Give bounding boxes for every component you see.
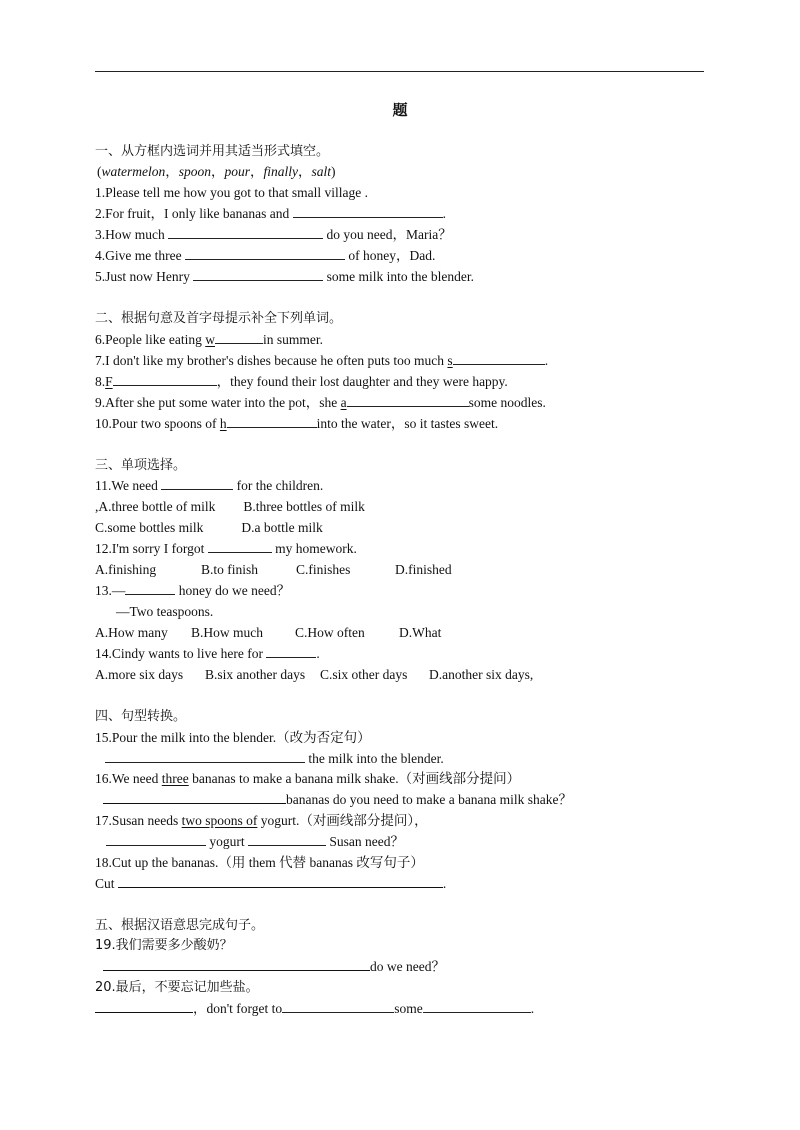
q13-options	[95, 624, 441, 642]
section-1-heading: 一、从方框内选词并用其适当形式填空。	[95, 144, 330, 159]
answer-blank[interactable]	[453, 353, 545, 365]
option-a[interactable]: A.finishing	[95, 562, 157, 577]
initial-letter-hint: h	[219, 416, 227, 431]
question-text: 3.How much	[95, 227, 169, 242]
section-2-heading: 二、根据句意及首字母提示补全下列单词。	[95, 311, 343, 326]
answer-blank[interactable]	[161, 478, 233, 490]
answer-blank[interactable]	[95, 1001, 193, 1013]
question-text: 11.We need	[95, 478, 162, 493]
question-10	[95, 415, 498, 433]
question-text: .	[442, 876, 447, 891]
paren-open: (	[97, 164, 102, 179]
question-text: .	[442, 206, 446, 221]
option-a[interactable]: ,A.three bottle of milk	[95, 499, 216, 514]
word-option: spoon	[178, 164, 212, 179]
question-18: 18.Cut up the bananas.（用 them 代替 bananas 改写句子）	[95, 855, 424, 870]
answer-blank[interactable]	[215, 332, 263, 344]
answer-blank[interactable]	[282, 1001, 394, 1013]
q19-answer-line	[103, 958, 445, 976]
question-text: 12.I'm sorry I forgot	[95, 541, 208, 556]
option-d[interactable]: D.What	[399, 625, 442, 640]
q11-options-row-1	[95, 498, 365, 516]
question-text: bananas do you need to make a banana milk shake？	[286, 792, 573, 807]
question-text: some noodles.	[468, 395, 546, 410]
question-7	[95, 352, 548, 370]
question-11	[95, 477, 323, 495]
question-text: Susan need？	[326, 834, 404, 849]
option-c[interactable]: C.six other days	[320, 667, 408, 682]
question-text: 10.Pour two spoons of	[95, 416, 220, 431]
answer-blank[interactable]	[168, 227, 323, 239]
question-text: 6.People like eating	[95, 332, 206, 347]
question-6	[95, 331, 323, 349]
question-text: the milk into the blender.	[305, 751, 444, 766]
option-a[interactable]: A.more six days	[95, 667, 184, 682]
answer-blank[interactable]	[266, 646, 316, 658]
question-13	[95, 582, 290, 600]
q18-answer-line	[95, 875, 446, 893]
q16-answer-line	[103, 791, 572, 809]
question-20: 20.最后，不要忘记加些盐。	[95, 980, 259, 995]
initial-letter-hint: w	[205, 332, 215, 347]
option-b[interactable]: B.six another days	[205, 667, 306, 682]
question-1: 1.Please tell me how you got to that small village .	[95, 185, 368, 200]
question-text: some milk into the blender.	[323, 269, 474, 284]
question-text: yogurt.（对画线部分提问），	[257, 813, 428, 828]
question-19: 19.我们需要多少酸奶？	[95, 938, 233, 953]
section-4-heading: 四、句型转换。	[95, 709, 187, 724]
underlined-part: two spoons of	[181, 813, 258, 828]
question-text: Cut	[95, 876, 118, 891]
option-c[interactable]: C.finishes	[296, 562, 351, 577]
option-c[interactable]: C.How often	[295, 625, 365, 640]
q20-answer-line	[95, 1000, 534, 1018]
header-rule	[95, 71, 704, 72]
question-text: 5.Just now Henry	[95, 269, 194, 284]
question-8	[95, 373, 508, 391]
question-text: some	[394, 1001, 423, 1016]
question-2	[95, 205, 446, 223]
option-a[interactable]: A.How many	[95, 625, 168, 640]
answer-blank[interactable]	[193, 269, 323, 281]
question-3	[95, 226, 452, 244]
question-text: into the water，so it tastes sweet.	[316, 416, 499, 431]
question-text: in summer.	[262, 332, 323, 347]
answer-blank[interactable]	[185, 248, 345, 260]
question-text: 7.I don't like my brother's dishes because he often puts too much	[95, 353, 448, 368]
page-title: 题	[392, 101, 408, 119]
word-box	[97, 163, 336, 181]
option-d[interactable]: D.another six days,	[429, 667, 534, 682]
answer-blank[interactable]	[248, 834, 326, 846]
separator: ，	[298, 164, 312, 179]
question-text: .	[316, 646, 320, 661]
question-text: .	[530, 1001, 535, 1016]
question-text: 8.	[95, 374, 106, 389]
option-b[interactable]: B.to finish	[201, 562, 259, 577]
answer-blank[interactable]	[347, 395, 469, 407]
section-5-heading: 五、根据汉语意思完成句子。	[95, 918, 265, 933]
option-b[interactable]: B.three bottles of milk	[243, 499, 365, 514]
answer-blank[interactable]	[103, 792, 286, 804]
question-9	[95, 394, 546, 412]
q12-options	[95, 561, 452, 579]
answer-blank[interactable]	[105, 751, 305, 763]
answer-blank[interactable]	[293, 206, 443, 218]
question-text: 17.Susan needs	[95, 813, 182, 828]
question-text: 13.—	[95, 583, 126, 598]
question-14	[95, 645, 320, 663]
answer-blank[interactable]	[208, 541, 272, 553]
answer-blank[interactable]	[227, 416, 317, 428]
separator: ，	[165, 164, 179, 179]
q17-answer-line	[106, 833, 404, 851]
question-12	[95, 540, 357, 558]
q15-answer-line	[105, 750, 444, 768]
q13-reply: —Two teaspoons.	[116, 604, 214, 619]
question-text: my homework.	[271, 541, 357, 556]
answer-blank[interactable]	[125, 583, 175, 595]
question-text: 9.After she put some water into the pot，she	[95, 395, 341, 410]
word-option: finally	[263, 164, 299, 179]
question-text: honey do we need？	[175, 583, 291, 598]
underlined-part: three	[161, 771, 189, 786]
question-5	[95, 268, 474, 286]
initial-letter-hint: F	[105, 374, 113, 389]
question-text: 2.For fruit，I only like bananas and	[95, 206, 293, 221]
option-b[interactable]: B.How much	[191, 625, 263, 640]
word-option: salt	[311, 164, 332, 179]
question-text: 4.Give me three	[95, 248, 185, 263]
initial-letter-hint: s	[447, 353, 453, 368]
question-text: yogurt	[206, 834, 248, 849]
answer-blank[interactable]	[106, 834, 206, 846]
question-4	[95, 247, 435, 265]
question-text: .	[544, 353, 549, 368]
option-d[interactable]: D.finished	[395, 562, 452, 577]
word-option: pour	[224, 164, 251, 179]
section-3-heading: 三、单项选择。	[95, 458, 187, 473]
initial-letter-hint: a	[340, 395, 347, 410]
q11-options-row-2	[95, 519, 323, 537]
option-d[interactable]: D.a bottle milk	[241, 520, 323, 535]
answer-blank[interactable]	[423, 1001, 531, 1013]
question-16	[95, 770, 520, 788]
question-text: for the children.	[233, 478, 324, 493]
question-text: ，don't forget to	[193, 1001, 283, 1016]
paren-close: )	[331, 164, 336, 179]
separator: ，	[250, 164, 264, 179]
answer-blank[interactable]	[118, 876, 443, 888]
question-15: 15.Pour the milk into the blender.（改为否定句）	[95, 730, 371, 745]
question-17	[95, 812, 428, 830]
question-text: ，they found their lost daughter and they were happy.	[216, 374, 508, 389]
separator: ，	[211, 164, 225, 179]
answer-blank[interactable]	[113, 374, 217, 386]
question-text: do we need？	[370, 959, 445, 974]
option-c[interactable]: C.some bottles milk	[95, 520, 204, 535]
question-text: of honey，Dad.	[344, 248, 436, 263]
question-text: bananas to make a banana milk shake.（对画线部分提问）	[188, 771, 521, 786]
q14-options	[95, 666, 533, 684]
word-option: watermelon	[101, 164, 166, 179]
question-text: do you need，Maria？	[323, 227, 452, 242]
answer-blank[interactable]	[103, 959, 370, 971]
question-text: 14.Cindy wants to live here for	[95, 646, 267, 661]
question-text: 16.We need	[95, 771, 162, 786]
